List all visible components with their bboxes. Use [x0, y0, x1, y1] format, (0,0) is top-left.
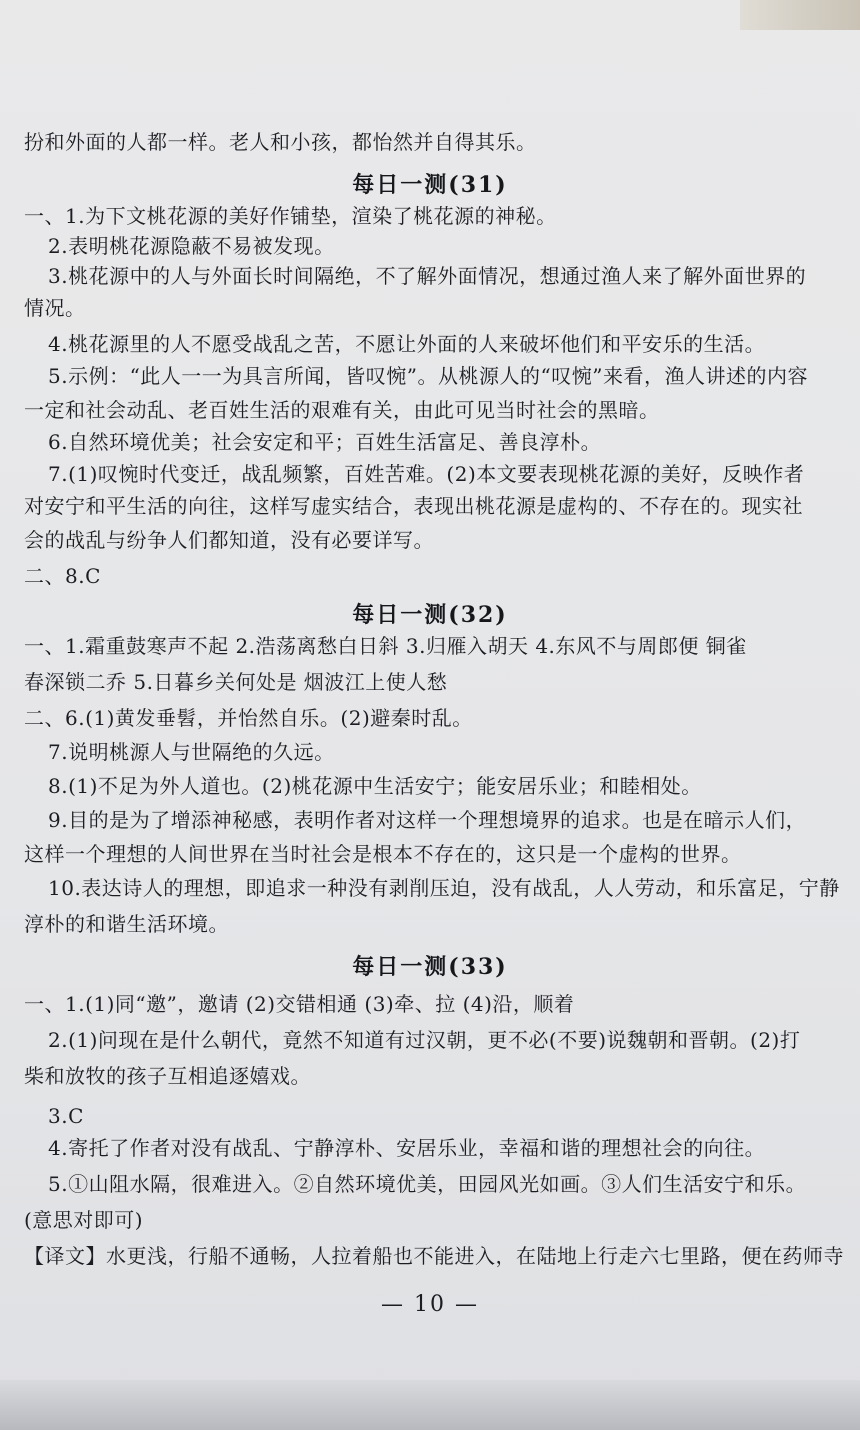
text-line: 柴和放牧的孩子互相追逐嬉戏。	[24, 1064, 311, 1088]
section-heading-32: 每日一测(32)	[352, 602, 508, 628]
text-line: 对安宁和平生活的向往，这样写虚实结合，表现出桃花源是虚构的、不存在的。现实社	[24, 494, 803, 518]
text-line: 3.桃花源中的人与外面长时间隔绝，不了解外面情况，想通过渔人来了解外面世界的	[48, 264, 807, 288]
text-line: 淳朴的和谐生活环境。	[24, 912, 229, 936]
text-line: 扮和外面的人都一样。老人和小孩，都怡然并自得其乐。	[24, 130, 537, 154]
text-line: (意思对即可)	[24, 1208, 144, 1232]
section-heading-31: 每日一测(31)	[352, 172, 508, 198]
text-line: 一、1.(1)同“邀”，邀请 (2)交错相通 (3)牵、拉 (4)沿，顺着	[24, 992, 575, 1016]
text-line: 9.目的是为了增添神秘感，表明作者对这样一个理想境界的追求。也是在暗示人们，	[48, 808, 807, 832]
page-corner-background	[740, 0, 860, 30]
text-line: 3.C	[48, 1104, 84, 1128]
text-line: 2.(1)问现在是什么朝代，竟然不知道有过汉朝，更不必(不要)说魏朝和晋朝。(2)打	[48, 1028, 801, 1052]
text-line: 8.(1)不足为外人道也。(2)桃花源中生活安宁；能安居乐业；和睦相处。	[48, 774, 702, 798]
translation-line: 【译文】水更浅，行船不通畅，人拉着船也不能进入，在陆地上行走六七里路，便在药师寺	[24, 1244, 844, 1268]
text-line: 5.示例：“此人一一为具言所闻，皆叹惋”。从桃源人的“叹惋”来看，渔人讲述的内容	[48, 364, 808, 388]
text-line: 会的战乱与纷争人们都知道，没有必要详写。	[24, 528, 434, 552]
text-line: 二、6.(1)黄发垂髫，并怡然自乐。(2)避秦时乱。	[24, 706, 473, 730]
text-line: 这样一个理想的人间世界在当时社会是根本不存在的，这只是一个虚构的世界。	[24, 842, 742, 866]
text-line: 二、8.C	[24, 564, 101, 588]
text-line: 7.说明桃源人与世隔绝的久远。	[48, 740, 335, 764]
text-line: 4.寄托了作者对没有战乱、宁静淳朴、安居乐业，幸福和谐的理想社会的向往。	[48, 1136, 766, 1160]
text-line: 一定和社会动乱、老百姓生活的艰难有关，由此可见当时社会的黑暗。	[24, 398, 660, 422]
text-line: 春深锁二乔 5.日暮乡关何处是 烟波江上使人愁	[24, 670, 448, 694]
text-line: 10.表达诗人的理想，即追求一种没有剥削压迫，没有战乱，人人劳动，和乐富足，宁静	[48, 876, 840, 900]
text-line: 7.(1)叹惋时代变迁，战乱频繁，百姓苦难。(2)本文要表现桃花源的美好，反映作者	[48, 462, 805, 486]
section-heading-33: 每日一测(33)	[352, 954, 508, 980]
page-bottom-shadow	[0, 1380, 860, 1430]
page-number: — 10 —	[381, 1292, 479, 1317]
text-line: 情况。	[24, 296, 86, 320]
text-line: 2.表明桃花源隐蔽不易被发现。	[48, 234, 335, 258]
text-line: 一、1.霜重鼓寒声不起 2.浩荡离愁白日斜 3.归雁入胡天 4.东风不与周郎便 铜雀	[24, 634, 747, 658]
text-line: 4.桃花源里的人不愿受战乱之苦，不愿让外面的人来破坏他们和平安乐的生活。	[48, 332, 766, 356]
text-line: 6.自然环境优美；社会安定和平；百姓生活富足、善良淳朴。	[48, 430, 602, 454]
text-line: 一、1.为下文桃花源的美好作铺垫，渲染了桃花源的神秘。	[24, 204, 557, 228]
text-line: 5.①山阻水隔，很难进入。②自然环境优美，田园风光如画。③人们生活安宁和乐。	[48, 1172, 807, 1196]
